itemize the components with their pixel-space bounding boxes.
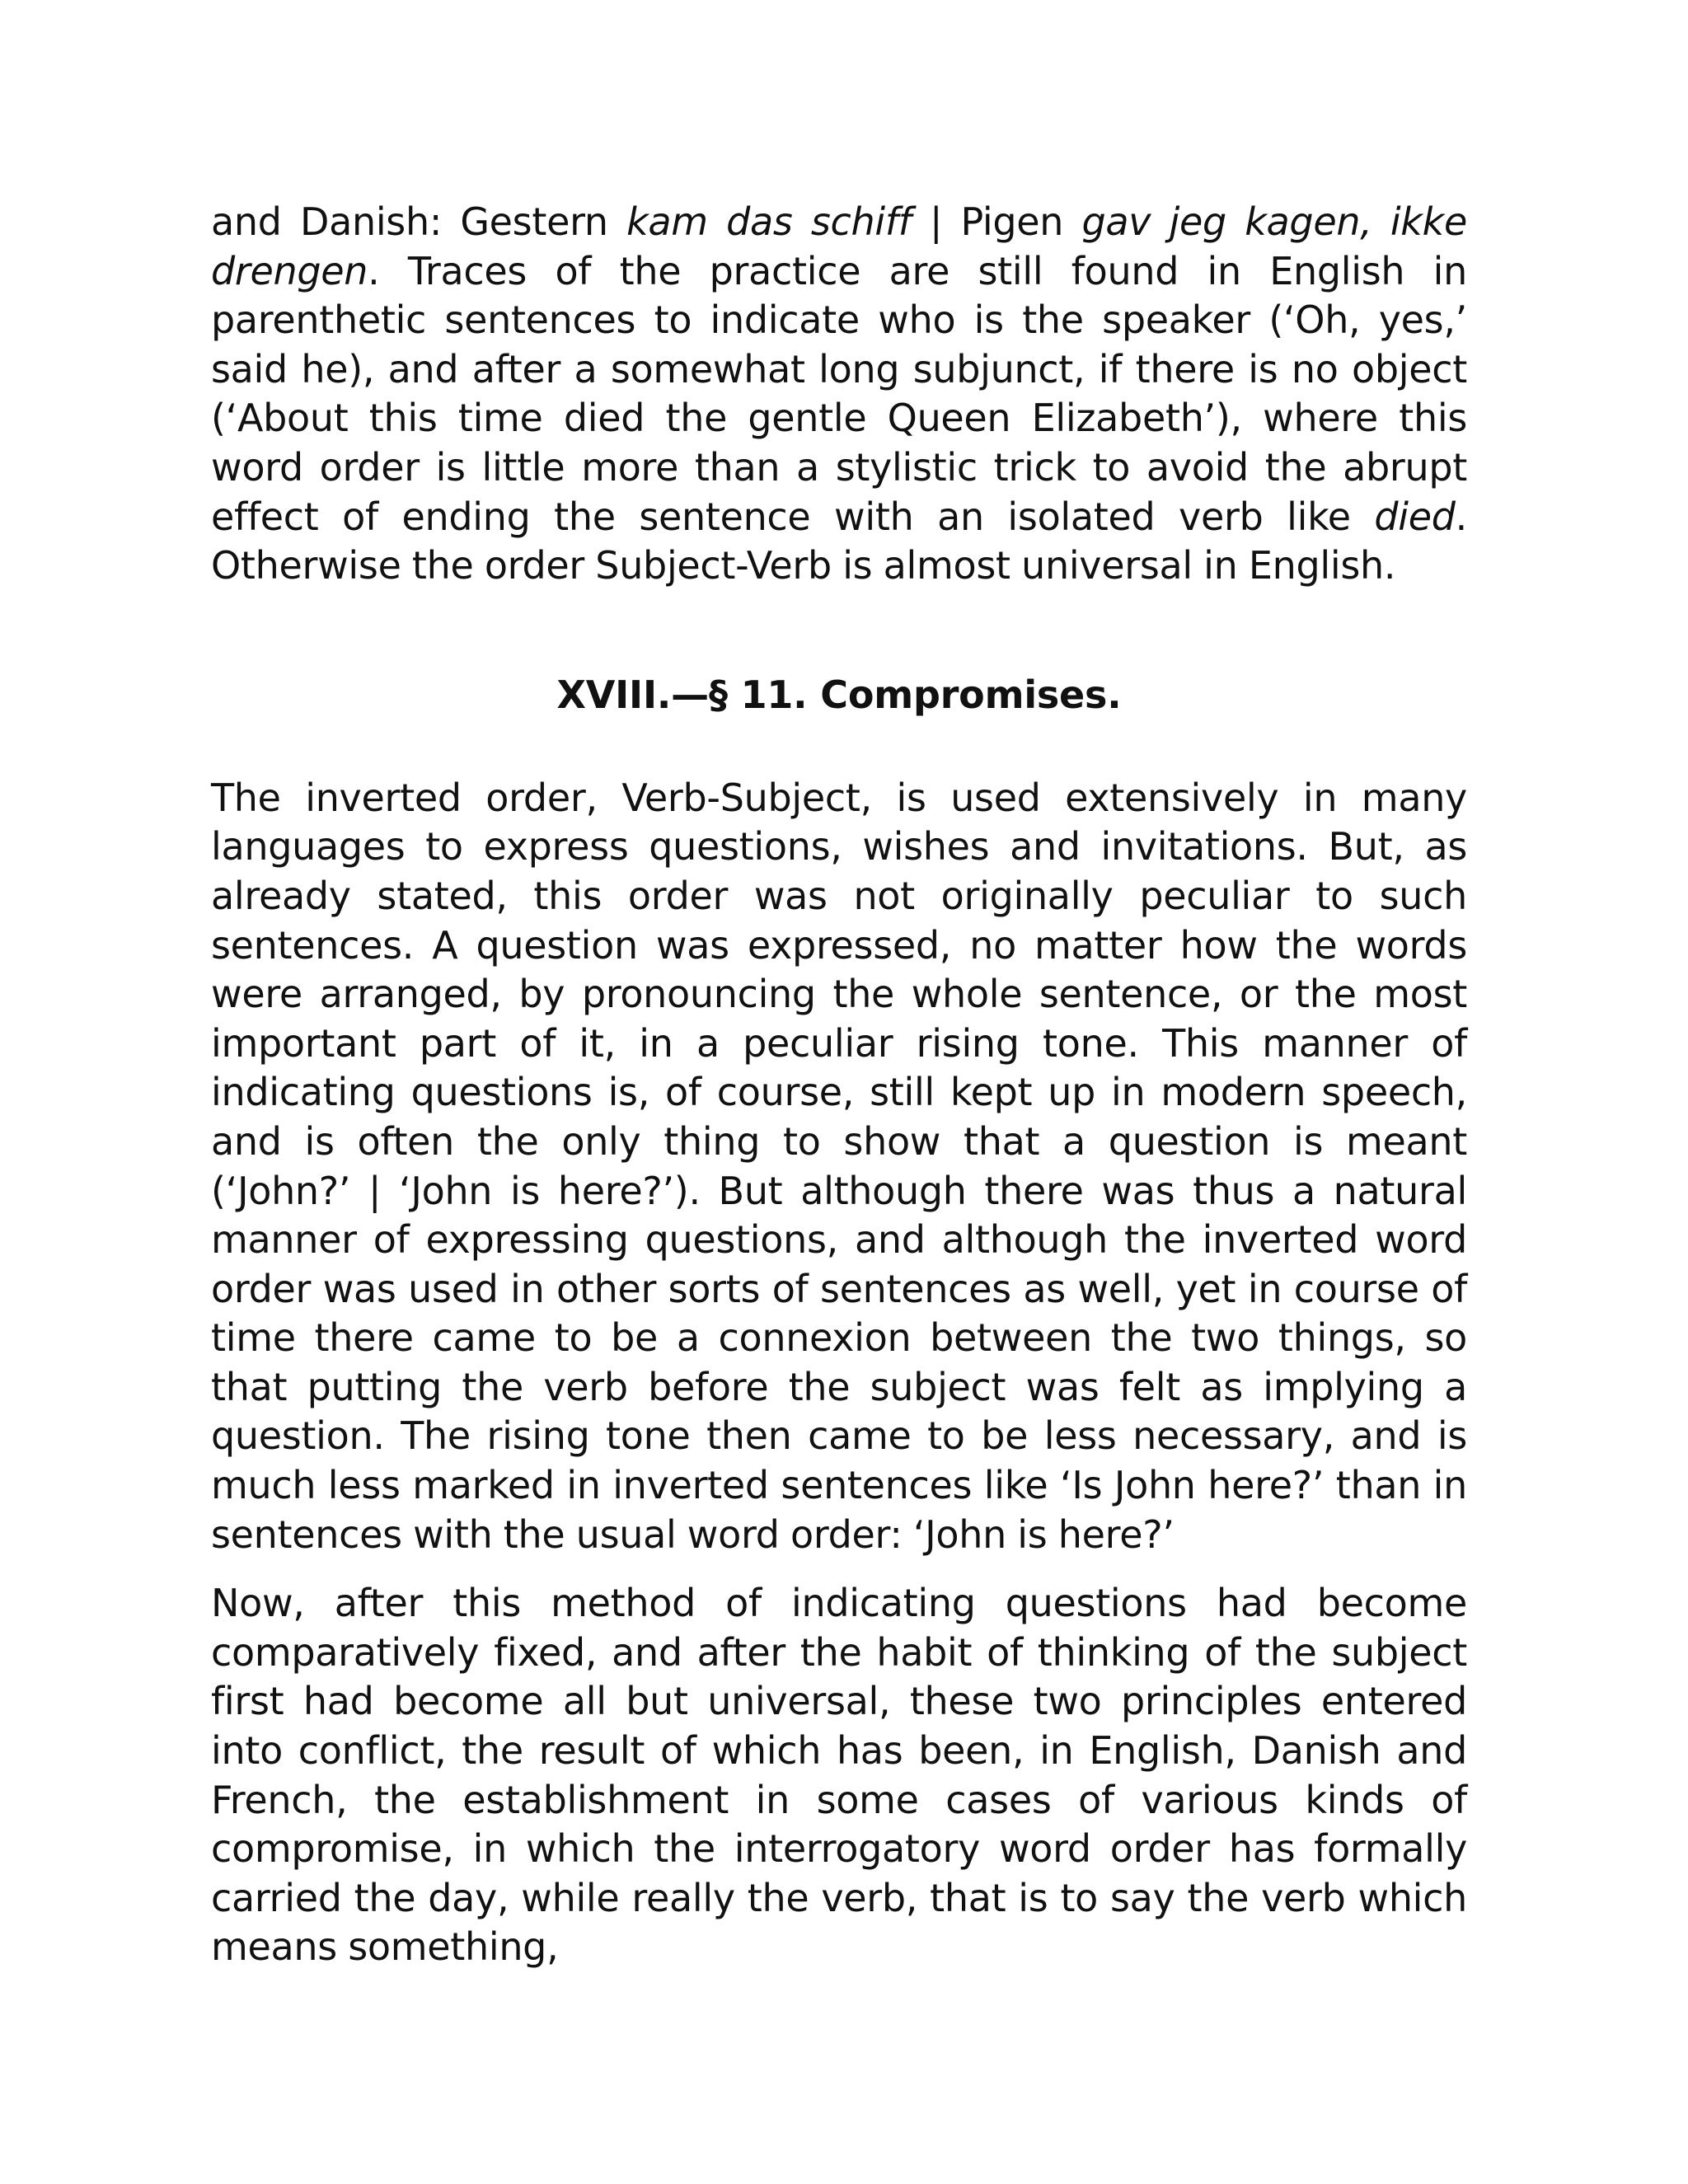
page-content <box>211 198 1467 1972</box>
paragraph-text: . Traces of the practice are still found in English in parenthetic sentences to indicate who is the speaker (‘Oh, yes,’ said he), and after a somewhat long subjunct, if there is no object (‘About this time died the gentle Queen Elizabeth’), where this word order is little more than a stylistic trick to avoid the abrupt effect of ending the sentence with an isolated verb like <box>211 248 1467 539</box>
paragraph-text: . Otherwise the order Subject-Verb is almost universal in English. <box>211 494 1467 588</box>
section-heading: XVIII.—§ 11. Compromises. <box>556 672 1122 717</box>
italic-word-died: died <box>1374 494 1456 539</box>
italic-example-danish: gav jeg kagen, ikke drengen <box>211 199 1467 293</box>
paragraph-compromise: Now, after this method of indicating questions had become comparatively fixed, and after the habit of thinking of the subject first had become all but universal, these two principles entered into conflict, the result of which has been, in English, Danish and French, the establishment in some cases of various kinds of compromise, in which the interrogatory word order has formally carried the day, while really the verb, that is to say the verb which means something, <box>211 1581 1467 1970</box>
paragraph-inverted-order: The inverted order, Verb-Subject, is used extensively in many languages to express questions, wishes and invitations. But, as already stated, this order was not originally peculiar to such sentences. A question was expressed, no matter how the words were arranged, by pronouncing the whole sentence, or the most important part of it, in a peculiar rising tone. This manner of indicating questions is, of course, still kept up in modern speech, and is often the only thing to show that a question is meant (‘John?’ | ‘John is here?’). But although there was thus a natural manner of expressing questions, and although the inverted word order was used in other sorts of sentences as well, yet in course of time there came to be a connexion between the two things, so that putting the verb before the subject was felt as implying a question. The rising tone then came to be less necessary, and is much less marked in inverted sentences like ‘Is John here?’ than in sentences with the usual word order: ‘John is here?’ <box>211 775 1467 1557</box>
italic-example-german: kam das schiff <box>626 199 912 244</box>
paragraph-text: | Pigen <box>911 199 1082 244</box>
paragraph-continuation <box>211 198 1467 591</box>
paragraph-text: and Danish: Gestern <box>211 199 627 244</box>
